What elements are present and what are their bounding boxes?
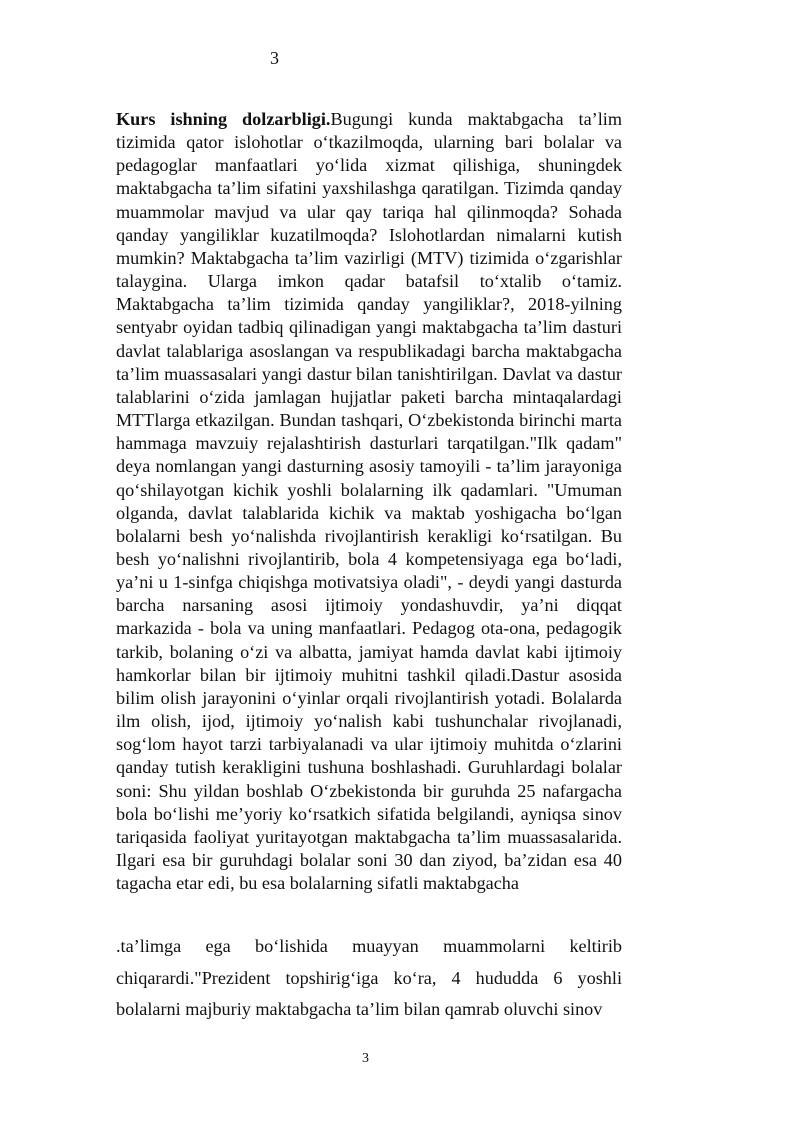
top-page-number: 3 [270,48,279,68]
section-heading: Kurs ishning dolzarbligi. [116,109,331,129]
paragraph-body: Bugungi kunda maktabgacha ta’lim tizimida qator islohotlar o‘tkazilmoqda, ularning bari bolalar va pedagoglar manfaatlari yo‘lida xizmat qilishiga, shuningdek maktabgacha ta’lim sifatini yaxshilashga qaratilgan. Tizimda qanday muammolar mavjud va ular qay tariqa hal qilinmoqda? Sohada qanday yangiliklar kuzatilmoqda? Islohotlardan nimalarni kutish mumkin? Maktabgacha ta’lim vazirligi (MTV) tizimida o‘zgarishlar talaygina. Ularga imkon qadar batafsil to‘xtalib o‘tamiz. Maktabgacha ta’lim tizimida qanday yangiliklar?, 2018-yilning sentyabr oyidan tadbiq qilinadigan yangi maktabgacha ta’lim dasturi davlat talablariga asoslangan va respublikadagi barcha maktabgacha ta’lim muassasalari yangi dastur bilan tanishtirilgan. Davlat va dastur talablarini o‘zida jamlagan hujjatlar paketi barcha mintaqalardagi MTTlarga etkazilgan. Bundan tashqari, O‘zbekistonda birinchi marta hammaga mavzuiy rejalashtirish dasturlari tarqatilgan."Ilk qadam" deya nomlangan yangi dasturning asosiy tamoyili - ta’lim jarayoniga qo‘shilayotgan kichik yoshli bolalarning ilk qadamlari. "Umuman olganda, davlat talablarida kichik va maktab yoshigacha bo‘lgan bolalarni besh yo‘nalishda rivojlantirish kerakligi ko‘rsatilgan. Bu besh yo‘nalishni rivojlantirib, bola 4 kompetensiyaga ega bo‘ladi, ya’ni u 1-sinfga chiqishga motivatsiya oladi", - deydi yangi dasturda barcha narsaning asosi ijtimoiy yondashuvdir, ya’ni diqqat markazida - bola va uning manfaatlari. Pedagog ota-ona, pedagogik tarkib, bolaning o‘zi va albatta, jamiyat hamda davlat kabi ijtimoiy hamkorlar bilan bir ijtimoiy muhitni tashkil qiladi.Dastur asosida bilim olish jarayonini o‘yinlar orqali rivojlantirish yotadi. Bolalarda ilm olish, ijod, ijtimoiy yo‘nalish kabi tushunchalar rivojlanadi, sog‘lom hayot tarzi tarbiyalanadi va ular ijtimoiy muhitda o‘zlarini qanday tutish kerakligini tushuna boshlashadi. Guruhlardagi bolalar soni: Shu yildan boshlab O‘zbekistonda bir guruhda 25 nafargacha bola bo‘lishi me’yoriy ko‘rsatkich sifatida belgilandi, ayniqsa sinov tariqasida faoliyat yuritayotgan maktabgacha ta’lim muassasalarida. Ilgari esa bir guruhdagi bolalar soni 30 dan ziyod, ba’zidan esa 40 tagacha etar edi, bu esa bolalarning sifatli maktabgacha [116,109,622,894]
bottom-page-number: 3 [362,1051,369,1066]
main-paragraph [116,108,622,895]
continued-paragraph: .ta’limga ega bo‘lishida muayyan muammolarni keltirib chiqarardi."Prezident topshirig‘iga ko‘ra, 4 hududda 6 yoshli bolalarni majburiy maktabgacha ta’lim bilan qamrab oluvchi sinov [116,936,622,1019]
